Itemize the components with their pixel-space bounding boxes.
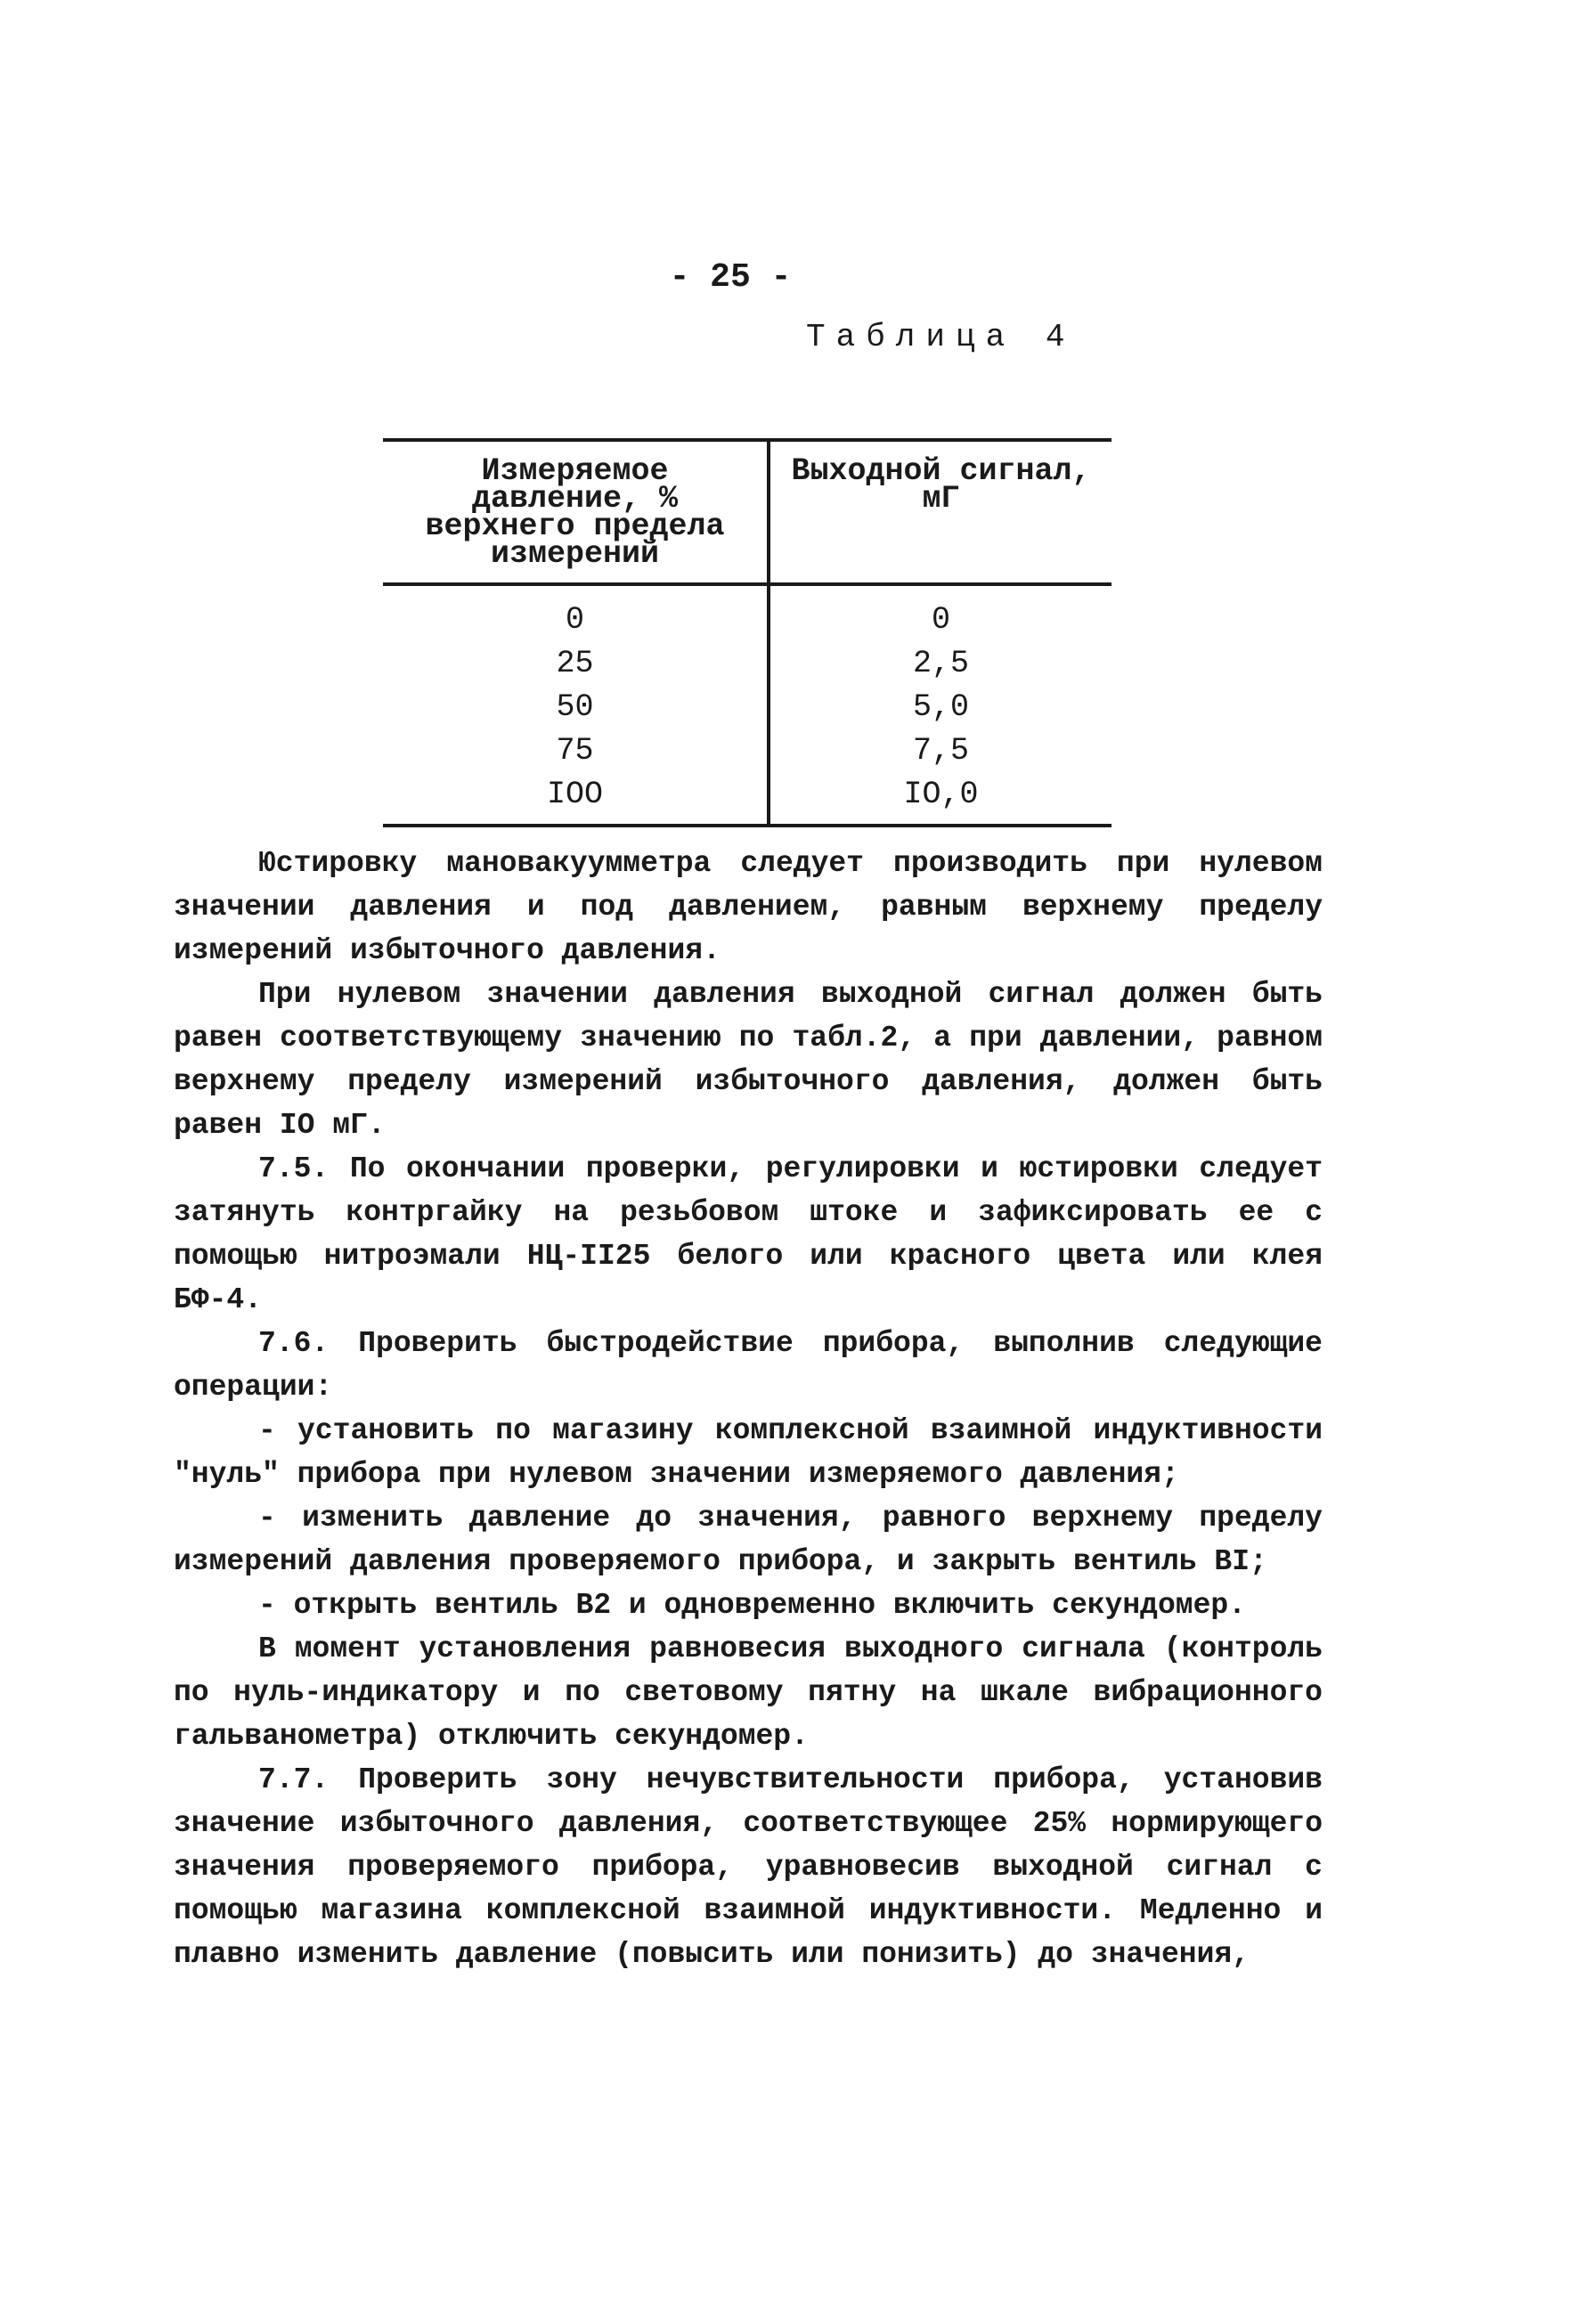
- column-header-signal: Выходной сигнал, мГ: [791, 453, 1091, 517]
- list-item-change-pressure: - изменить давление до значения, равного верхнему пределу измерений давления проверяемого прибора, и закрыть вентиль BI;: [174, 1502, 1323, 1578]
- paragraph-7-7: 7.7. Проверить зону нечувствительности прибора, установив значение избыточного давления, соответствующее 25% нормирующего значения проверяемого прибора, уравновесив выходной сигнал с помощью магазина комплексной взаимной индуктивности. Медленно и плавно изменить давление (повысить или понизить) до значения,: [174, 1763, 1323, 1971]
- table-row: [383, 642, 1112, 686]
- table-caption: Таблица 4: [806, 319, 1076, 355]
- table-cell-signal: 5,0: [912, 689, 969, 725]
- table-cell-pressure: 75: [383, 729, 769, 773]
- paragraph-7-5: 7.5. По окончании проверки, регулировки и юстировки следует затянуть контргайку на резьбовом штоке и зафиксировать ее с помощью нитроэмали НЦ-II25 белого или красного цвета или клея БФ-4.: [174, 1152, 1323, 1316]
- table-cell-pressure: 50: [383, 686, 769, 729]
- paragraph-7-6: 7.6. Проверить быстродействие прибора, выполнив следующие операции:: [174, 1327, 1323, 1404]
- table-cell-pressure: 0: [383, 584, 769, 642]
- body-text: [174, 842, 1323, 1976]
- table-cell-signal: 7,5: [912, 733, 969, 769]
- paragraph-zero-signal: При нулевом значении давления выходной сигнал должен быть равен соответствующему значению по табл.2, а при давлении, равном верхнему пределу измерений избыточного давления, должен быть равен IO мГ.: [174, 978, 1323, 1142]
- table-cell-signal: 2,5: [912, 646, 969, 681]
- list-item-set-zero: - установить по магазину комплексной взаимной индуктивности "нуль" прибора при нулевом значении измеряемого давления;: [174, 1414, 1323, 1491]
- paragraph-equilibrium: В момент установления равновесия выходного сигнала (контроль по нуль-индикатору и по световому пятну на шкале вибрационного гальванометра) отключить секундомер.: [174, 1632, 1323, 1753]
- page-number: - 25 -: [669, 258, 792, 297]
- table-row: [383, 584, 1112, 642]
- table-cell-pressure: IOO: [383, 773, 769, 826]
- list-item-open-valve: - открыть вентиль B2 и одновременно включить секундомер.: [258, 1589, 1246, 1622]
- table-cell-signal: IO,0: [903, 777, 979, 812]
- table-row: [383, 729, 1112, 773]
- column-header-pressure: Измеряемое давление, % верхнего предела измерений: [383, 440, 769, 584]
- table-cell-signal: 0: [931, 602, 950, 638]
- table-header-row: [383, 440, 1112, 584]
- data-table: [383, 438, 1112, 827]
- table-cell-pressure: 25: [383, 642, 769, 686]
- paragraph-adjustment: Юстировку мановакуумметра следует производить при нулевом значении давления и под давлением, равным верхнему пределу измерений избыточного давления.: [174, 847, 1323, 967]
- table-row: [383, 773, 1112, 826]
- table-row: [383, 686, 1112, 729]
